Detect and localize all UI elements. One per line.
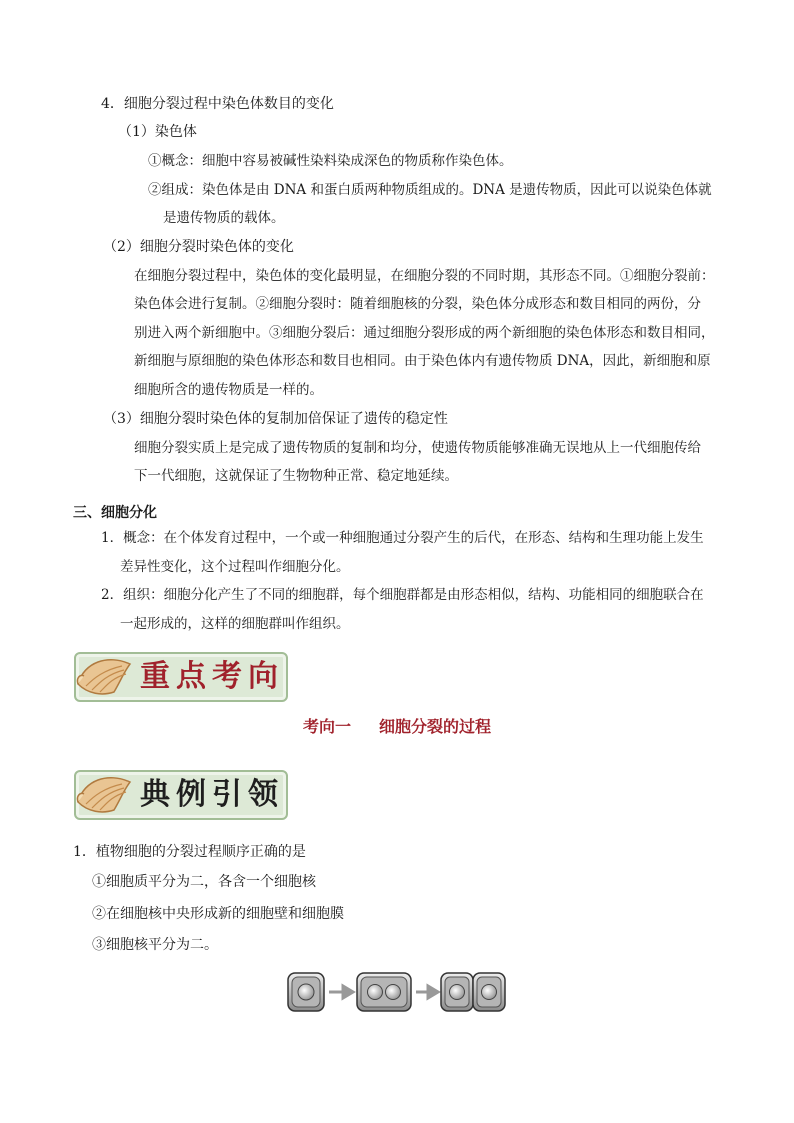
paragraph-line: 一起形成的，这样的细胞群叫作组织。 <box>120 616 350 632</box>
question-option: ①细胞质平分为二，各含一个细胞核 <box>92 874 316 890</box>
conch-shell-icon <box>74 766 136 820</box>
paragraph-line: 下一代细胞，这就保证了生物物种正常、稳定地延续。 <box>134 468 458 484</box>
paragraph-line: 1．概念：在个体发育过程中，一个或一种细胞通过分裂产生的后代，在形态、结构和生理功能上发生 <box>101 530 704 546</box>
paragraph-line: 细胞分裂实质上是完成了遗传物质的复制和均分，使遗传物质能够准确无误地从上一代细胞传给 <box>134 440 701 456</box>
paragraph-line: ①概念：细胞中容易被碱性染料染成深色的物质称作染色体。 <box>148 153 513 169</box>
example-banner <box>74 770 288 820</box>
paragraph-line: ②组成：染色体是由 DNA 和蛋白质两种物质组成的。DNA 是遗传物质，因此可以说染色体就 <box>148 182 712 198</box>
question-option: ③细胞核平分为二。 <box>92 937 218 953</box>
conch-shell-icon <box>74 648 136 702</box>
banner-title: 重点考向 <box>140 659 284 694</box>
paragraph-line: 是遗传物质的载体。 <box>163 210 285 226</box>
banner-title: 典例引领 <box>140 777 284 812</box>
subsection-title: （3）细胞分裂时染色体的复制加倍保证了遗传的稳定性 <box>103 411 448 427</box>
paragraph-line: 差异性变化，这个过程叫作细胞分化。 <box>120 559 350 575</box>
section-heading: 三、细胞分化 <box>73 505 157 521</box>
paragraph-line: 染色体会进行复制。②细胞分裂时：随着细胞核的分裂，染色体分成形态和数目相同的两份，分 <box>134 296 701 312</box>
question-option: ②在细胞核中央形成新的细胞壁和细胞膜 <box>92 906 344 922</box>
key-focus-banner <box>74 652 288 702</box>
cell-stage-3 <box>441 973 505 1011</box>
paragraph-line: 别进入两个新细胞中。③细胞分裂后：通过细胞分裂形成的两个新细胞的染色体形态和数目相同， <box>134 325 715 341</box>
focus-title <box>0 716 794 738</box>
cell-stage-1 <box>288 973 324 1011</box>
cell-stage-2 <box>357 973 411 1011</box>
subsection-title: （2）细胞分裂时染色体的变化 <box>103 239 294 255</box>
paragraph-line: 2．组织：细胞分化产生了不同的细胞群，每个细胞群都是由形态相似，结构、功能相同的细胞联合在 <box>101 587 704 603</box>
right-arrow-icon <box>416 986 438 998</box>
right-arrow-icon <box>329 986 353 998</box>
paragraph-line: 在细胞分裂过程中，染色体的变化最明显，在细胞分裂的不同时期，其形态不同。①细胞分裂前： <box>134 268 715 284</box>
paragraph-line: 细胞所含的遗传物质是一样的。 <box>134 382 323 398</box>
subsection-title: （1）染色体 <box>118 124 197 140</box>
section-heading: 4．细胞分裂过程中染色体数目的变化 <box>101 96 334 112</box>
question-stem: 1．植物细胞的分裂过程顺序正确的是 <box>73 844 306 860</box>
paragraph-line: 新细胞与原细胞的染色体形态和数目也相同。由于染色体内有遗传物质 DNA，因此，新细胞和原 <box>134 353 711 369</box>
cell-division-diagram <box>287 970 507 1014</box>
focus-title-text: 细胞分裂的过程 <box>379 717 492 736</box>
focus-title-number: 考向一 <box>302 717 351 736</box>
